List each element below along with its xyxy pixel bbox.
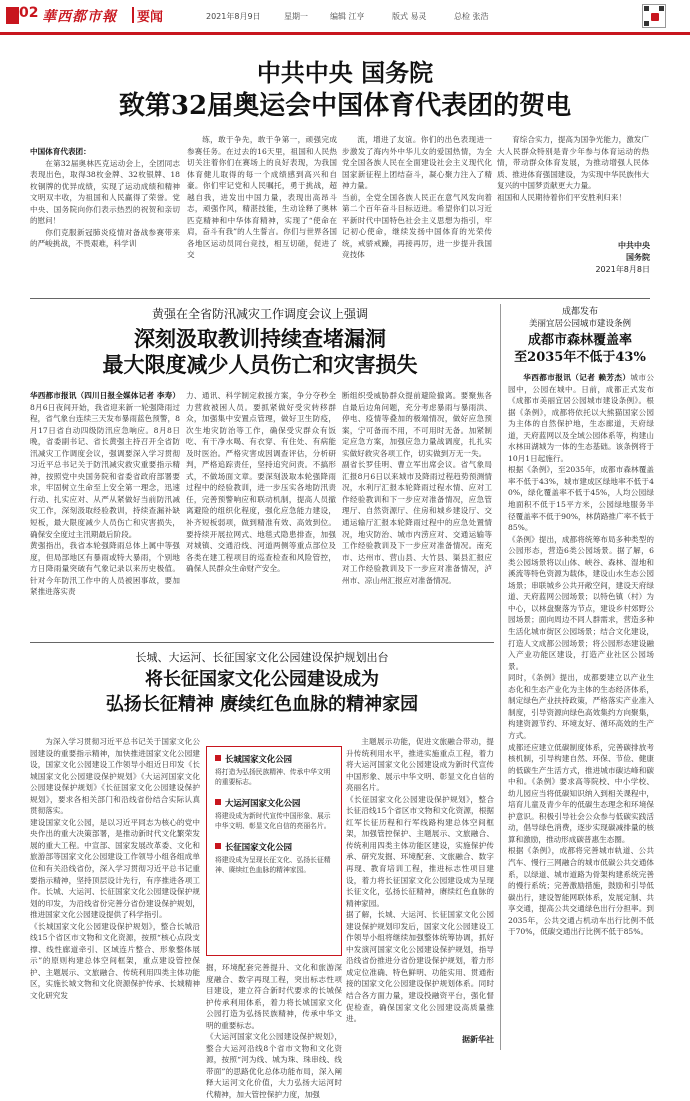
article-2-kicker: 黄强在全省防汛减灾工作调度会议上强调 xyxy=(151,307,368,321)
paragraph: 练，敢于争先，敢于争第一，顽强完成参赛任务。在过去的16天里，祖国和人民热切关注着你们在赛场上的良好表现，为我国体育健儿取得的每一个成绩感到高兴和自豪。你们牢记党和人民嘱托，勇于挑战，超越自我，进发出中国力量，表现出高昂斗志，顽强作风，精湛技能，生动诠释了奥林匹克精神和中华体育精神，实现了“使命在肩，奋斗有我”的人生誓言。你们与世界各国各地区运动员同台竞技，相互切磋，促进了交 xyxy=(187,135,337,260)
article-1-column-2 xyxy=(187,134,337,296)
editor-credit: 编辑 江亨 xyxy=(330,12,365,21)
page-header xyxy=(0,0,690,32)
article-4-kicker: 长城、大运河、长征国家文化公园建设保护规划出台 xyxy=(135,651,389,664)
signature-date: 2021年8月8日 xyxy=(595,265,650,274)
article-4-column-1: 为深入学习贯彻习近平总书记关于国家文化公园建设的重要指示精神，加快推进国家文化公园建设，国家文化公园建设工作领导小组近日印发《长城国家文化公园建设保护规划》《大运河国家文化公园建设保护规划》《长征国家文化公园建设保护规划》，要求各相关部门和沿线省份结合实际认真贯彻落实。 建设国家文化公园，是以习近平同志为核心的党中央作出的重大决策部署，是推动新时代文化繁荣发展的重大工程。中宣部、国家发展改革委、文化和旅游部等国家文化公园建设工作领导小组各组成单位和有关沿线省份，深入学习贯彻习近平总书记重要指示精神，坚持顶层设计先行，有序推进各项工作。长城、大运河、长征国家文化公园建设保护规划的印发，为沿线省份完善分省份建设保护规划，推进国家文化公园建设提供了科学指引。 《长城国家文化公园建设保护规划》，整合长城沿线15个省区市文物和文化资源，按照“核心点段支撑、线性廊道牵引、区域连片整合、形象整体展示”的原则构建总体空间框架，重点建设管控保护、主题展示、文旅融合、传统利用四类主体功能区，实施长城文物和文化资源保护传承、长城精神文化研究发 xyxy=(30,737,200,1001)
headline-3-line-1: 成都市森林覆盖率 xyxy=(527,333,632,348)
article-3-body xyxy=(508,372,654,1044)
info-item xyxy=(215,797,335,831)
article-1-column-1 xyxy=(30,146,180,296)
byline: 华西都市报讯（四川日报全媒体记者 李寿） xyxy=(30,391,180,400)
info-item xyxy=(215,841,335,875)
article-2-column-3: 断组织受威胁群众提前避险撤离。要聚焦各自最后边角问题，充分考虑暴雨与暴雨洪、停电、疫情等叠加的极端情况，做好应急预案，宁可备而不用，不可用时无备。加紧制定应急方案，加强应急力量战调度，扎扎实实做好救灾各项工作，切实做到万无一失。 副省长罗佳明、曹立军出席会议。省气象局汇报8月6日以来城市及降雨过程趋势预测情况，水利厅汇报本轮降雨过程水情、应对工作经验教训和下一步应对准备情况，应急管理厅、自然资源厅、住房和城乡建设厅、交通运输厅汇报本轮降雨过程中的应急处置情况，地灾防治、城市内涝应对、交通运输等工作经验教训及下一步应对准备情况。南充市、达州市、营山县、大竹县、渠县汇报应对工作经验教训及下一步应对准备情况，泸州市、凉山州汇报应对准备情况。 xyxy=(342,391,492,585)
header-rule xyxy=(0,32,690,35)
salutation: 中国体育代表团： xyxy=(30,147,91,156)
article-2-column-2: 力、通讯、科学制定救援方案，争分夺秒全力营救被困人员。要抓紧做好受灾转移群众，加强集中安置点管理，做好卫生防疫，次生地灾防治等工作，确保受灾群众有饭吃、有干净水喝、有衣穿、有住处、有病能及时医治。严格灾害成因调查评估，分析研判，严格追踪责任，坚持追究问责。不搞形式，不做场面文章。要深刻汲取本轮强降雨过程中的经验教训，进一步压实各地防汛责任，完善预警响应和联动机制，提高人员撤离避险的组织化程度，强化应急能力建设，补齐短板弱项，做到精准有效、高效到位。要持续开展拉网式、地毯式隐患排查，加强对城镇、交通沿线、河道两侧等重点部位及各类在建工程项目的巡查检查和风险管控，确保人民群众生命财产安全。 xyxy=(186,391,336,574)
section-divider xyxy=(132,7,134,23)
info-box xyxy=(206,746,342,956)
article-3-kicker: 成都发布 xyxy=(561,307,598,317)
paragraph: 8月6日夜间开始，我省迎来新一轮强降雨过程，省气象台连续三天发布暴雨蓝色预警，8月17日省自动四级防汛应急响应。8月8日晚，省委副书记、省长黄强主持召开全省防汛减灾工作调度会议，强调要深入学习贯彻习近平总书记关于防汛减灾救灾重要指示精神，按照党中央国务院和省委省政府部署要求，牢固树立生命至上安全第一理念，迅速行动、扎实应对、从严从紧做好当前防汛减灾工作，深刻汲取经验教训，持续查漏补缺短板，最大限度减少人员伤亡和灾害损失，确保安全度过主汛期最后阶段。 黄强指出，我省本轮强降雨总体上属中等强度，但局部地区有暴雨或特大暴雨，个别地方日降雨量突破有气象记录以来历史极值。针对今年防汛工作中的人员被困事故，要加紧推进落实责 xyxy=(30,402,180,597)
headline-1-line-1: 中共中央 国务院 xyxy=(256,58,434,87)
article-2-column-1 xyxy=(30,390,180,638)
article-4-column-2: 掘，环境配套完善提升、文化和旅游深度融合、数字再现工程，突出标志性项目建设，建立符合新时代要求的长城保护传承利用体系，着力将长城国家文化公园打造为弘扬民族精神，传承中华文明的重要标志。 《大运河国家文化公园建设保护规划》，整合大运河沿线8个省市文物和文化资源，按照“河为线、城为珠、珠串线、线带面”的思路优化总体功能布局，深入阐释大运河文化价值，大力弘扬大运河时代精神，加大管控保护力度，加强 xyxy=(206,963,342,1100)
headline-3-line-2: 至2035年不低于43% xyxy=(514,350,646,365)
checker-credit: 总检 张浩 xyxy=(454,12,489,21)
info-item-title: 长征国家文化公园 xyxy=(215,841,335,853)
layout-credit: 版式 易灵 xyxy=(392,12,427,21)
issue-weekday: 星期一 xyxy=(284,12,308,21)
info-item-desc: 将建设成为呈现长征文化、弘扬长征精神、赓续红色血脉的精神家园。 xyxy=(215,856,331,874)
divider xyxy=(30,642,494,643)
column-divider xyxy=(500,304,501,1050)
info-item xyxy=(215,753,335,787)
article-3-subkicker: 美丽宜居公园城市建设条例 xyxy=(528,319,631,329)
page-number-mark xyxy=(6,7,19,24)
headline-4-line-2: 弘扬长征精神 赓续红色血脉的精神家园 xyxy=(105,694,419,715)
article-4-column-3: 主题展示功能，促进文旅融合带动，提升传统利用水平，推进实施重点工程，着力将大运河国家文化公园建设成为新时代宣传中国形象、展示中华文明、彰显文化自信的亮丽名片。 《长征国家文化公园建设保护规划》，整合长征沿线15个省区市文物和文化资源，根据红军长征历程和行军线路构建总体空间框架，加强管控保护、主题展示、文旅融合、传统利用四类主体功能区建设，实施保护传承、研究发掘、环境配套、文旅融合、数字再现、教育培训工程，推进标志性项目建设，着力将长征国家文化公园建设成为呈现长征文化，弘扬长征精神，赓续红色血脉的精神家园。 据了解，长城、大运河、长征国家文化公园建设保护规划印发后，国家文化公园建设工作领导小组将继续加强整体统筹协调，抓好中发演河国家文化公园建设保护规划，指导沿线省份推进分省份建设保护规划，着力形成定位准确、特色鲜明、功能实用、贯通衔接的国家文化公园建设保护规划体系。同时结合各方面力量，建设投融资平台，强化督促检查，确保国家文化公园建设高质量推进。 xyxy=(346,737,494,1024)
byline: 华西都市报讯（记者 赖芳杰） xyxy=(523,373,631,382)
info-item-title: 长城国家文化公园 xyxy=(215,753,335,765)
signature-party: 中共中央 xyxy=(618,241,650,250)
section-name: 要闻 xyxy=(137,10,164,25)
headline-2-line-2: 最大限度减少人员伤亡和灾害损失 xyxy=(102,352,418,377)
info-item-desc: 将打造为弘扬民族精神、传承中华文明的重要标志。 xyxy=(215,768,331,786)
qr-code-icon xyxy=(642,4,666,28)
headline-2-line-1: 深刻汲取教训持续查堵漏洞 xyxy=(134,326,386,351)
paragraph: 在第32届奥林匹克运动会上，全团同志表现出色，取得38枚金牌、32枚银牌、18枚铜牌的优异成绩，实现了运动成绩和精神文明双丰收，为祖国和人民赢得了荣誉。党中央、国务院向你们表示热烈的祝贺和亲切的慰问！ xyxy=(30,158,180,226)
info-item-title: 大运河国家文化公园 xyxy=(215,797,335,809)
paragraph: 城市公园中，公园在城中。日前，成都正式发布《成都市美丽宜居公园城市建设条例》。根据《条例》，成都将依托以大熊猫国家公园为主体的自然保护地，生态廊道，天府绿道，天府蓝网以及全域公园体系等，构建山水林田湖城为一体的生态基础。该条例将于10月1日起施行。 根据《条例》，至2035年，成都市森林覆盖率不低于43%，城市建成区绿地率不低于40%，绿化覆盖率不低于45%，人均公园绿地面积不低于15平方米，公园绿地服务半径覆盖率不低于90%，林荫路推广率不低于85%。 《条例》提出，成都将统筹布局多种类型的公园形态，营造6类公园场景。据了解，6类公园场景将以山体、峡谷、森林、湿地和溪流等特色资源为载体，建设山水生态公园场景；串联城乡公共开敞空间，建设天府绿道、天府蓝网公园场景；以特色镇（村）为中心，以林盘聚落为节点，建设乡村郊野公园场景；面向周边不同人群需求，营造多种生活化城市街区公园场景；结合文化建设，打造人文成都公园场景；将公园形态建设融入产业功能区建设，打造产业社区公园场景。 同时，《条例》提出，成都要建立以产业生态化和生态产业化为主体的生态经济体系，制定绿色产业扶持政策，严格落实产业准入制度，引导资源向绿色高效集约方向聚集，构建资源节约、环境友好、循环高效的生产方式。 成都还应建立低碳制度体系，完善碳排放考核机制，引导构建自然、环保、节俭、健康的低碳生产生活方式，推进城市碳达峰和碳中和。《条例》要求高等院校、中小学校、幼儿园应当将低碳知识纳入到相关课程中，培育儿童及青少年的低碳生态理念和环境保护意识。积极引导社会公众参与低碳实践活动，倡导绿色消费，逐步实现碳减排量的核算和激励，推动形成碳普惠生态圈。 根据《条例》，成都将完善城市轨道、公共汽车、慢行三网融合的城市低碳公共交通体系，以绿道、城市道路为骨架构建系统完善的慢行系统；完善激励措施，鼓励和引导低碳出行，建设智能网联体系，发展定制、共享交通，提高公共交通绿色出行分担率。到2035年，公共交通占机动车出行比例不低于70%，低碳交通出行比例不低于85%。 xyxy=(508,373,654,937)
divider xyxy=(30,298,650,299)
article-1-column-3: 流，增进了友谊。你们的出色表现进一步激发了海内外中华儿女的爱国热情，为全党全国各族人民在全面建设社会主义现代化国家新征程上团结奋斗，凝心聚力注入了精神力量。 当前，全党全国各族人民正在意气风发向着第二个百年奋斗目标迈进。希望你们以习近平新时代中国特色社会主义思想为指引，牢记初心使命，继续发扬中国体育的光荣传统，戒骄戒躁，再接再厉，进一步提升我国竞技体 xyxy=(342,135,492,260)
signature-council: 国务院 xyxy=(626,253,650,262)
paragraph: 你们克服新冠肺炎疫情对备战参赛带来的严峻挑战，不畏艰难，科学训 xyxy=(30,227,180,249)
headline-1-line-2: 致第32届奥运会中国体育代表团的贺电 xyxy=(118,91,572,121)
page-number: 02 xyxy=(19,5,39,21)
article-1-column-4: 育综合实力，提高为国争光能力，激发广大人民群众特别是青少年参与体育运动的热情，带动群众体育发展，为推动增强人民体质、推进体育强国建设，为实现中华民族伟大复兴的中国梦贡献更大力量。 祖国和人民期待着你们平安胜利归来！ xyxy=(497,135,649,202)
headline-4-line-1: 将长征国家文化公园建设成为 xyxy=(145,669,379,690)
issue-date: 2021年8月9日 xyxy=(206,12,261,21)
info-item-desc: 将建设成为新时代宣传中国形象、展示中华文明、彰显文化自信的亮丽名片。 xyxy=(215,812,331,830)
source-credit: 据新华社 xyxy=(462,1035,494,1044)
newspaper-logo: 華西都市報 xyxy=(42,9,117,25)
